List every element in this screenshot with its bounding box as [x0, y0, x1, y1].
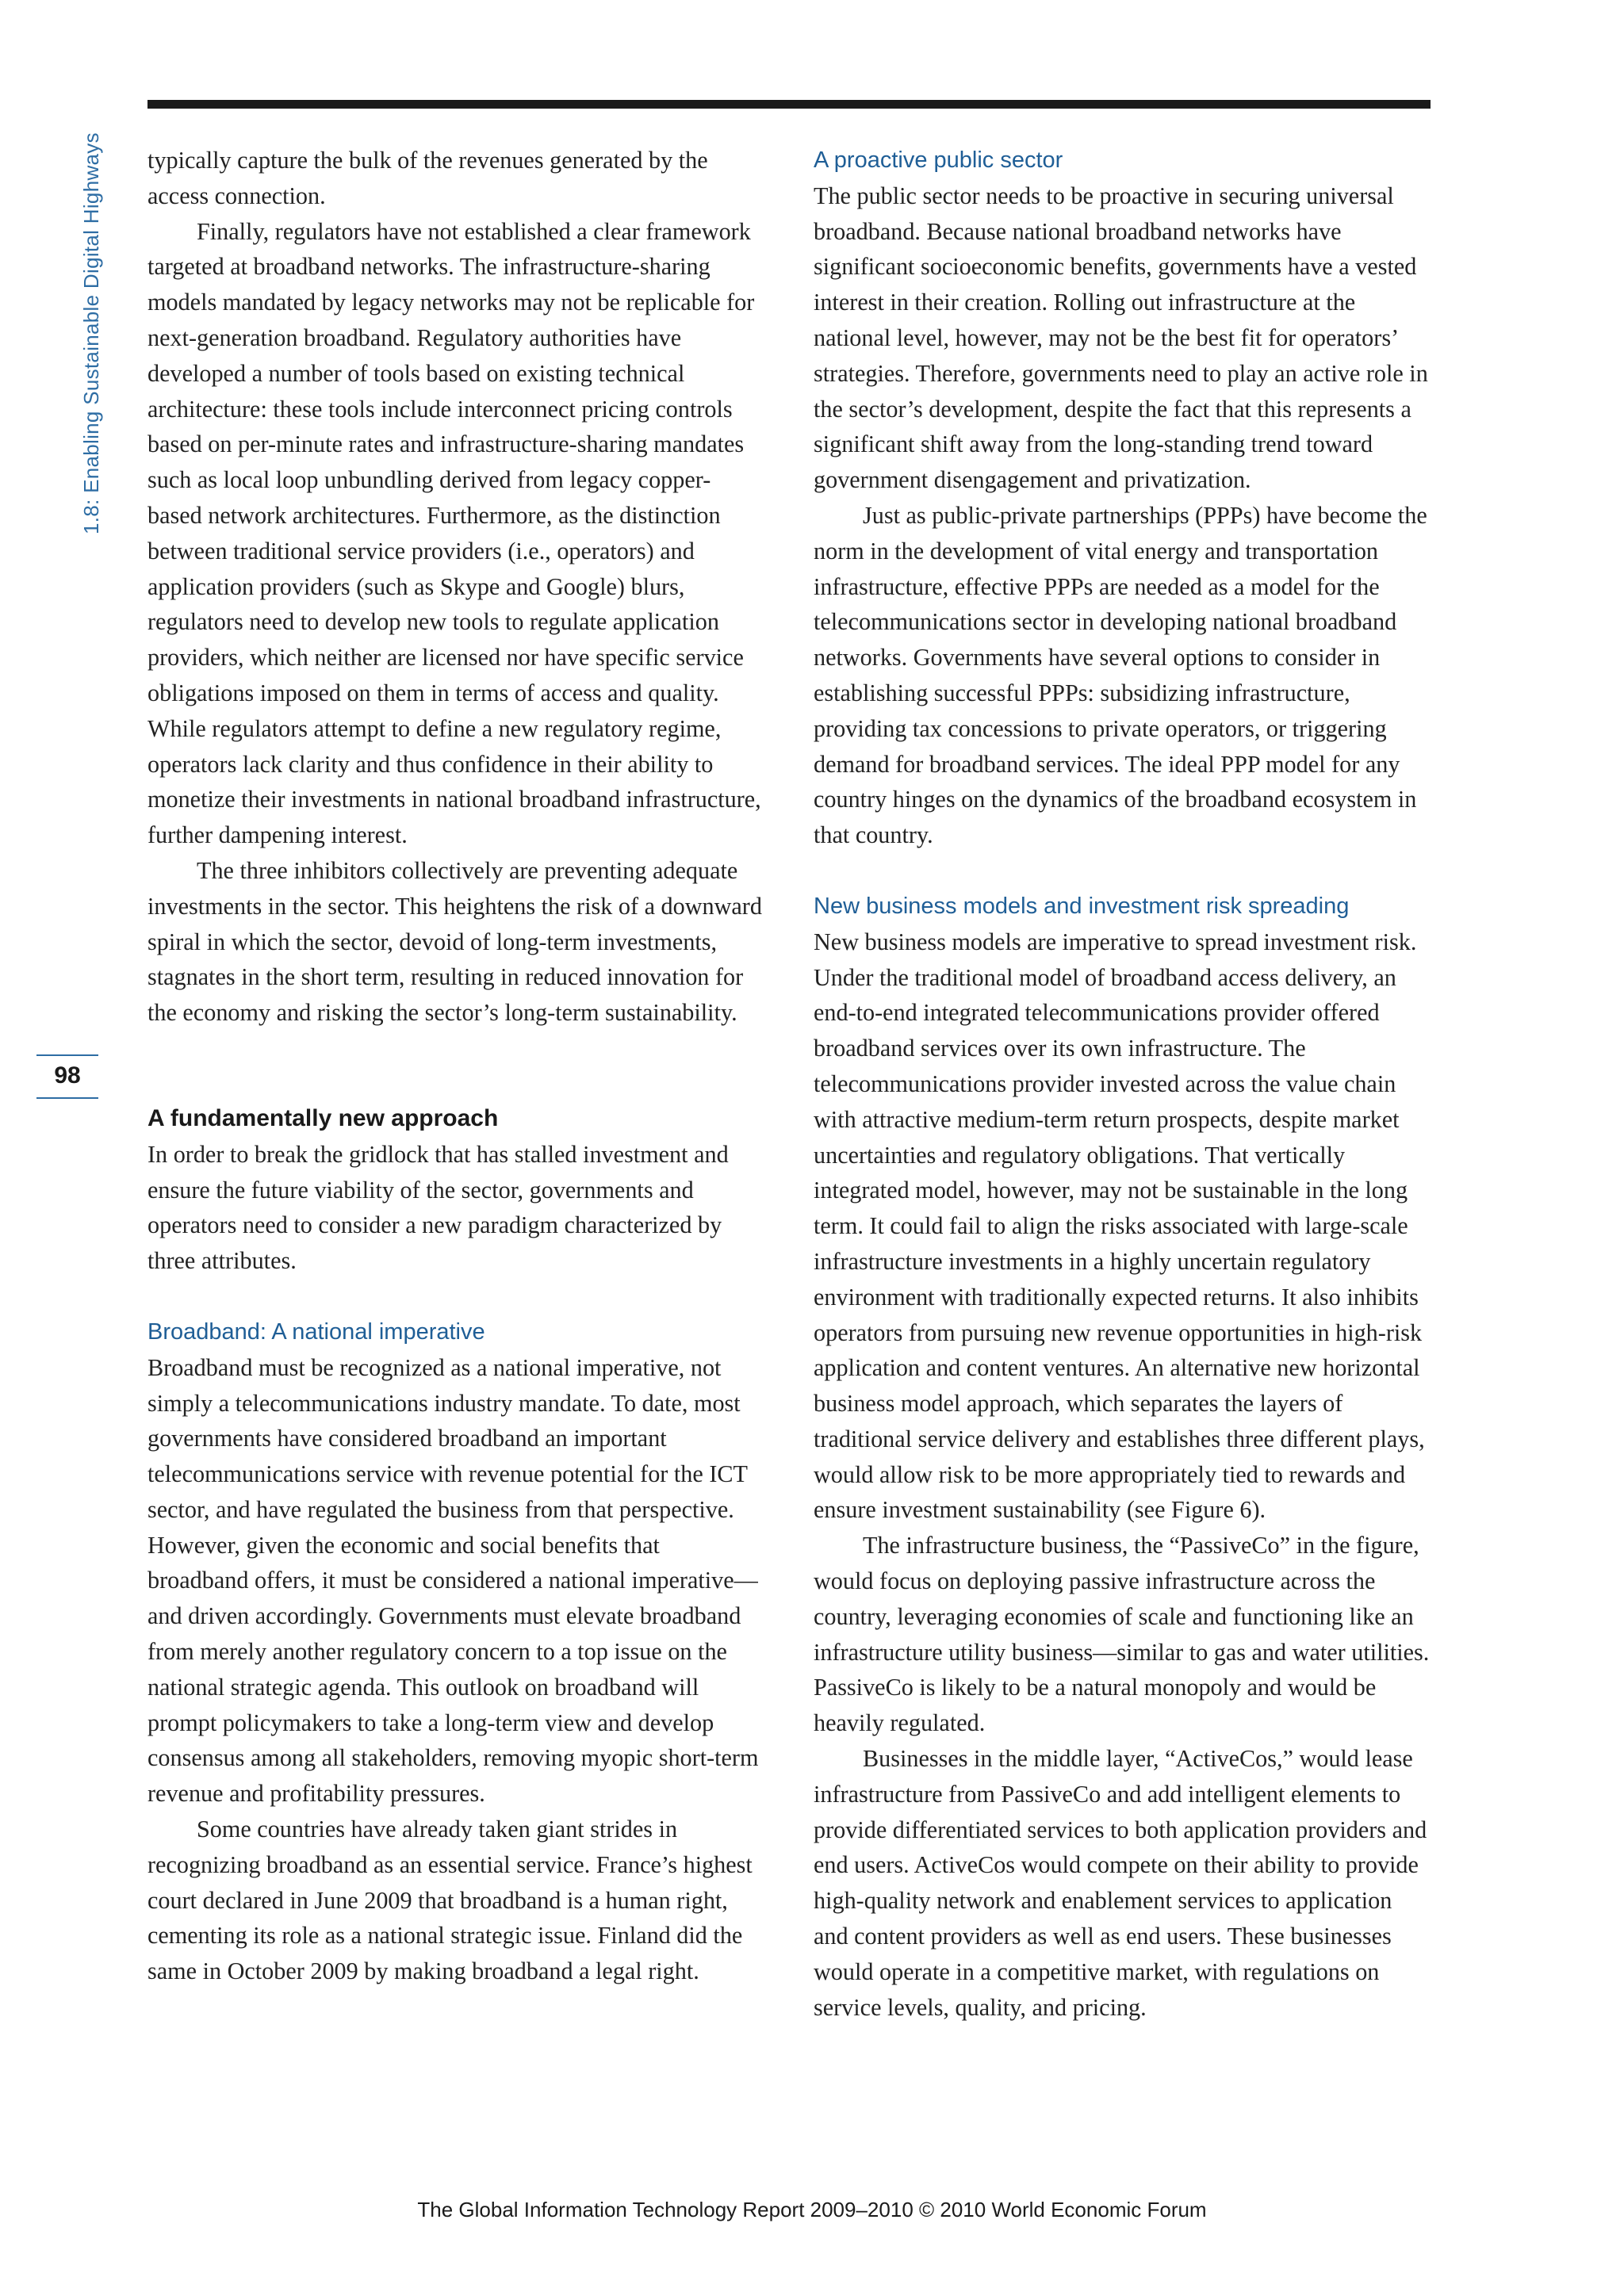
top-rule [147, 100, 1431, 109]
subsection-heading: A proactive public sector [814, 147, 1063, 173]
paragraph: Just as public-private partnerships (PPPs) have become the norm in the development of vital energy and transportation infrastructure, effective PPPs are needed as a model for the telecommunications sector in developing national broadband networks. Governments have several options to consider in establishing successful PPPs: subsidizing infrastructure, providing tax concessions to private operators, or triggering demand for broadband services. The ideal PPP model for any country hinges on the dynamics of the broadband ecosystem in that country. [814, 501, 1427, 849]
paragraph: Some countries have already taken giant strides in recognizing broadband as an essential service. France’s highest court declared in June 2009 that broadband is a human right, cementing its role as a national strategic issue. Finland did the same in October 2009 by making broadband a legal right. [147, 1816, 753, 1985]
left-column [147, 143, 763, 1989]
page-number-rule-bottom [36, 1097, 98, 1099]
spacer [814, 853, 1432, 889]
paragraph: New business models are imperative to spread investment risk. Under the traditional model of broadband access delivery, an end-to-end integrated telecommunications provider offered broadband services over its own infrastructure. The telecommunications provider invested across the value chain with attractive medium-term return prospects, despite market uncertainties and regulatory obligations. That vertically integrated model, however, may not be sustainable in the long term. It could fail to align the risks associated with large-scale infrastructure investments in a highly uncertain regulatory environment with traditionally expected returns. It also inhibits operators from pursuing new revenue opportunities in high-risk application and content ventures. An alternative new horizontal business model approach, which separates the layers of traditional service delivery and establishes three different plays, would allow risk to be more appropriately tied to rewards and ensure investment sustainability (see Figure 6). [814, 928, 1425, 1524]
paragraph: In order to break the gridlock that has stalled investment and ensure the future viability of the sector, governments and operators need to consider a new paradigm characterized by three attributes. [147, 1140, 729, 1275]
right-column [814, 143, 1432, 2025]
spacer [147, 1031, 763, 1101]
paragraph: Businesses in the middle layer, “ActiveCos,” would lease infrastructure from PassiveCo and add intelligent elements to provide differentiated services to both application providers and end users. ActiveCos would compete on their ability to provide high-quality network and enablement services to application and content providers as well as end users. These businesses would operate in a competitive market, with regulations on service levels, quality, and pricing. [814, 1745, 1427, 2021]
paragraph: Finally, regulators have not established a clear framework targeted at broadband networks. The infrastructure-sharing models mandated by legacy networks may not be replicable for next-generation broadband. Regulatory authorities have developed a number of tools based on existing technical architecture: these tools include interconnect pricing controls based on per-minute rates and infrastructure-sharing mandates such as local loop unbundling derived from legacy copper-based network architectures. Furthermore, as the distinction between traditional service providers (i.e., operators) and application providers (such as Skype and Google) blurs, regulators need to develop new tools to regulate application providers, which neither are licensed nor have specific service obligations imposed on them in terms of access and quality. While regulators attempt to define a new regulatory regime, operators lack clarity and thus confidence in their ability to monetize their investments in national broadband infrastructure, further dampening interest. [147, 217, 761, 849]
paragraph: The public sector needs to be proactive in securing universal broadband. Because national broadband networks have significant socioeconomic benefits, governments have a vested interest in their creation. Rolling out infrastructure at the national level, however, may not be the best fit for operators’ strategies. Therefore, governments need to play an active role in the sector’s development, despite the fact that this represents a significant shift away from the long-standing trend toward government disengagement and privatization. [814, 182, 1428, 494]
subsection-heading: New business models and investment risk spreading [814, 893, 1350, 919]
section-heading: A fundamentally new approach [147, 1104, 499, 1131]
spacer [147, 1279, 763, 1314]
page-footer: The Global Information Technology Report 2009–2010 © 2010 World Economic Forum [417, 2198, 1207, 2221]
paragraph: The three inhibitors collectively are preventing adequate investments in the sector. This heightens the risk of a downward spiral in which the sector, devoid of long-term investments, stagnates in the short term, resulting in reduced innovation for the economy and risking the sector’s long-term sustainability. [147, 856, 762, 1027]
subsection-heading: Broadband: A national imperative [147, 1318, 485, 1345]
paragraph: The infrastructure business, the “PassiveCo” in the figure, would focus on deploying passive infrastructure across the country, leveraging economies of scale and functioning like an infrastructure utility business—similar to gas and water utilities. PassiveCo is likely to be a natural monopoly and would be heavily regulated. [814, 1532, 1430, 1737]
page-number: 98 [54, 1062, 81, 1089]
paragraph: Broadband must be recognized as a national imperative, not simply a telecommunications industry mandate. To date, most governments have considered broadband an important telecommunications service with revenue potential for the ICT sector, and have regulated the business from that perspective. However, given the economic and social benefits that broadband offers, it must be considered a national imperative—and driven accordingly. Governments must elevate broadband from merely another regulatory concern to a top issue on the national strategic agenda. This outlook on broadband will prompt policymakers to take a long-term view and develop consensus among all stakeholders, removing myopic short-term revenue and profitability pressures. [147, 1353, 759, 1808]
paragraph: typically capture the bulk of the revenues generated by the access connection. [147, 147, 708, 209]
page-number-block [36, 1054, 98, 1099]
running-head: 1.8: Enabling Sustainable Digital Highways [79, 132, 103, 534]
